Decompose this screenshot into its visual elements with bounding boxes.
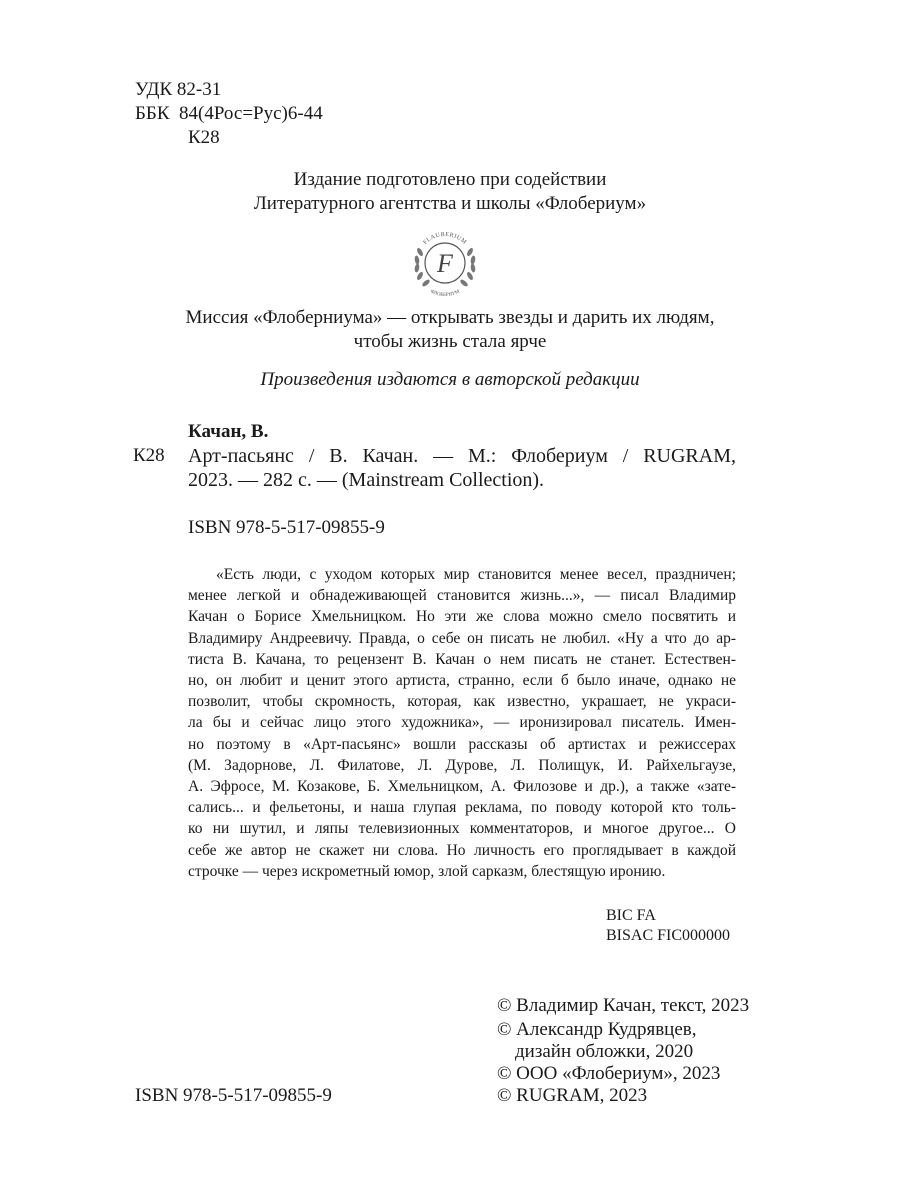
copyright-line: дизайн обложки, 2020 (515, 1041, 694, 1062)
annotation-line: тиста В. Качана, то рецензент В. Качан о нем писать не станет. Естествен- (188, 650, 736, 668)
catalog-author: Качан, В. (188, 421, 269, 442)
annotation-line: позволит, чтобы скромность, которая, как известно, украшает, не украси- (188, 693, 736, 711)
bic-code: BIC FA (606, 907, 656, 924)
annotation-line: Владимиру Андреевичу. Правда, о себе он писать не любил. «Ну а что до ар- (188, 629, 736, 647)
flauberium-logo (404, 222, 486, 304)
annotation (188, 564, 736, 882)
logo-text-bottom: ФЛОБЕРИУМ (429, 289, 461, 299)
logo-text-top: FLAUBERIUM (422, 231, 468, 246)
publisher-note-line1: Издание подготовлено при содействии (293, 169, 607, 190)
annotation-line: менее легкой и обнадеживающей становится жизнь...», — писал Владимир (188, 587, 736, 605)
copyright-line: © ООО «Флобериум», 2023 (497, 1063, 721, 1084)
mission-line2: чтобы жизнь стала ярче (353, 331, 547, 352)
svg-text:ФЛОБЕРИУМ (429, 289, 461, 298)
annotation-line: А. Эфросе, М. Козакове, Б. Хмельницком, А. Филозове и др.), а также «зате- (188, 778, 736, 796)
mission-line1: Миссия «Флоберниума» — открывать звезды и дарить их людям, (185, 307, 715, 328)
bbk-code: ББК 84(4Рос=Рус)6-44 (135, 103, 323, 124)
annotation-line: ла бы и сейчас лицо этого художника», — иронизировал писатель. Имен- (188, 714, 736, 732)
svg-text:FLAUBERIUM (423, 232, 468, 246)
catalog-entry-line1: Арт-пасьянс / В. Качан. — М.: Флобериум / RUGRAM, (188, 445, 736, 467)
annotation-line: «Есть люди, с уходом которых мир становится менее весел, праздничен; (216, 566, 736, 583)
author-mark: К28 (188, 127, 220, 148)
copyright-line: © RUGRAM, 2023 (497, 1085, 648, 1106)
annotation-line: (М. Задорнове, Л. Филатове, Л. Дурове, Л. Полищук, И. Райхельгаузе, (188, 756, 736, 774)
copyright-line: © Владимир Качан, текст, 2023 (497, 995, 750, 1016)
copyright-line: © Александр Кудрявцев, (497, 1019, 697, 1040)
isbn-bottom: ISBN 978-5-517-09855-9 (135, 1085, 332, 1106)
edition-note: Произведения издаются в авторской редакции (260, 369, 640, 390)
annotation-line: но поэтому в «Арт-пасьянс» вошли рассказы об артистах и режиссерах (188, 735, 736, 753)
catalog-isbn: ISBN 978-5-517-09855-9 (188, 517, 385, 538)
annotation-line: но, он любит и ценит этого артиста, странно, если б было иначе, однако не (188, 672, 736, 690)
catalog-entry-line2: 2023. — 282 с. — (Mainstream Collection). (188, 469, 545, 491)
annotation-line: себе же автор не скажет ни слова. Но личность его проглядывает в каждой (188, 841, 736, 859)
publisher-note-line2: Литературного агентства и школы «Флобериум» (253, 193, 647, 214)
annotation-line: Качан о Борисе Хмельницком. Но эти же слова можно смело посвятить и (188, 608, 736, 626)
catalog-mark: К28 (133, 445, 165, 466)
bisac-code: BISAC FIC000000 (606, 927, 731, 944)
annotation-line: ко ни шутил, и ляпы телевизионных комментаторов, и многое другое... О (188, 820, 736, 838)
annotation-line: сались... и фельетоны, и наша глупая реклама, по поводу которой кто толь- (188, 799, 736, 817)
udk-code: УДК 82-31 (135, 79, 222, 100)
annotation-line: строчке — через искрометный юмор, злой сарказм, блестящую иронию. (188, 862, 666, 880)
logo-letter: F (437, 249, 453, 278)
